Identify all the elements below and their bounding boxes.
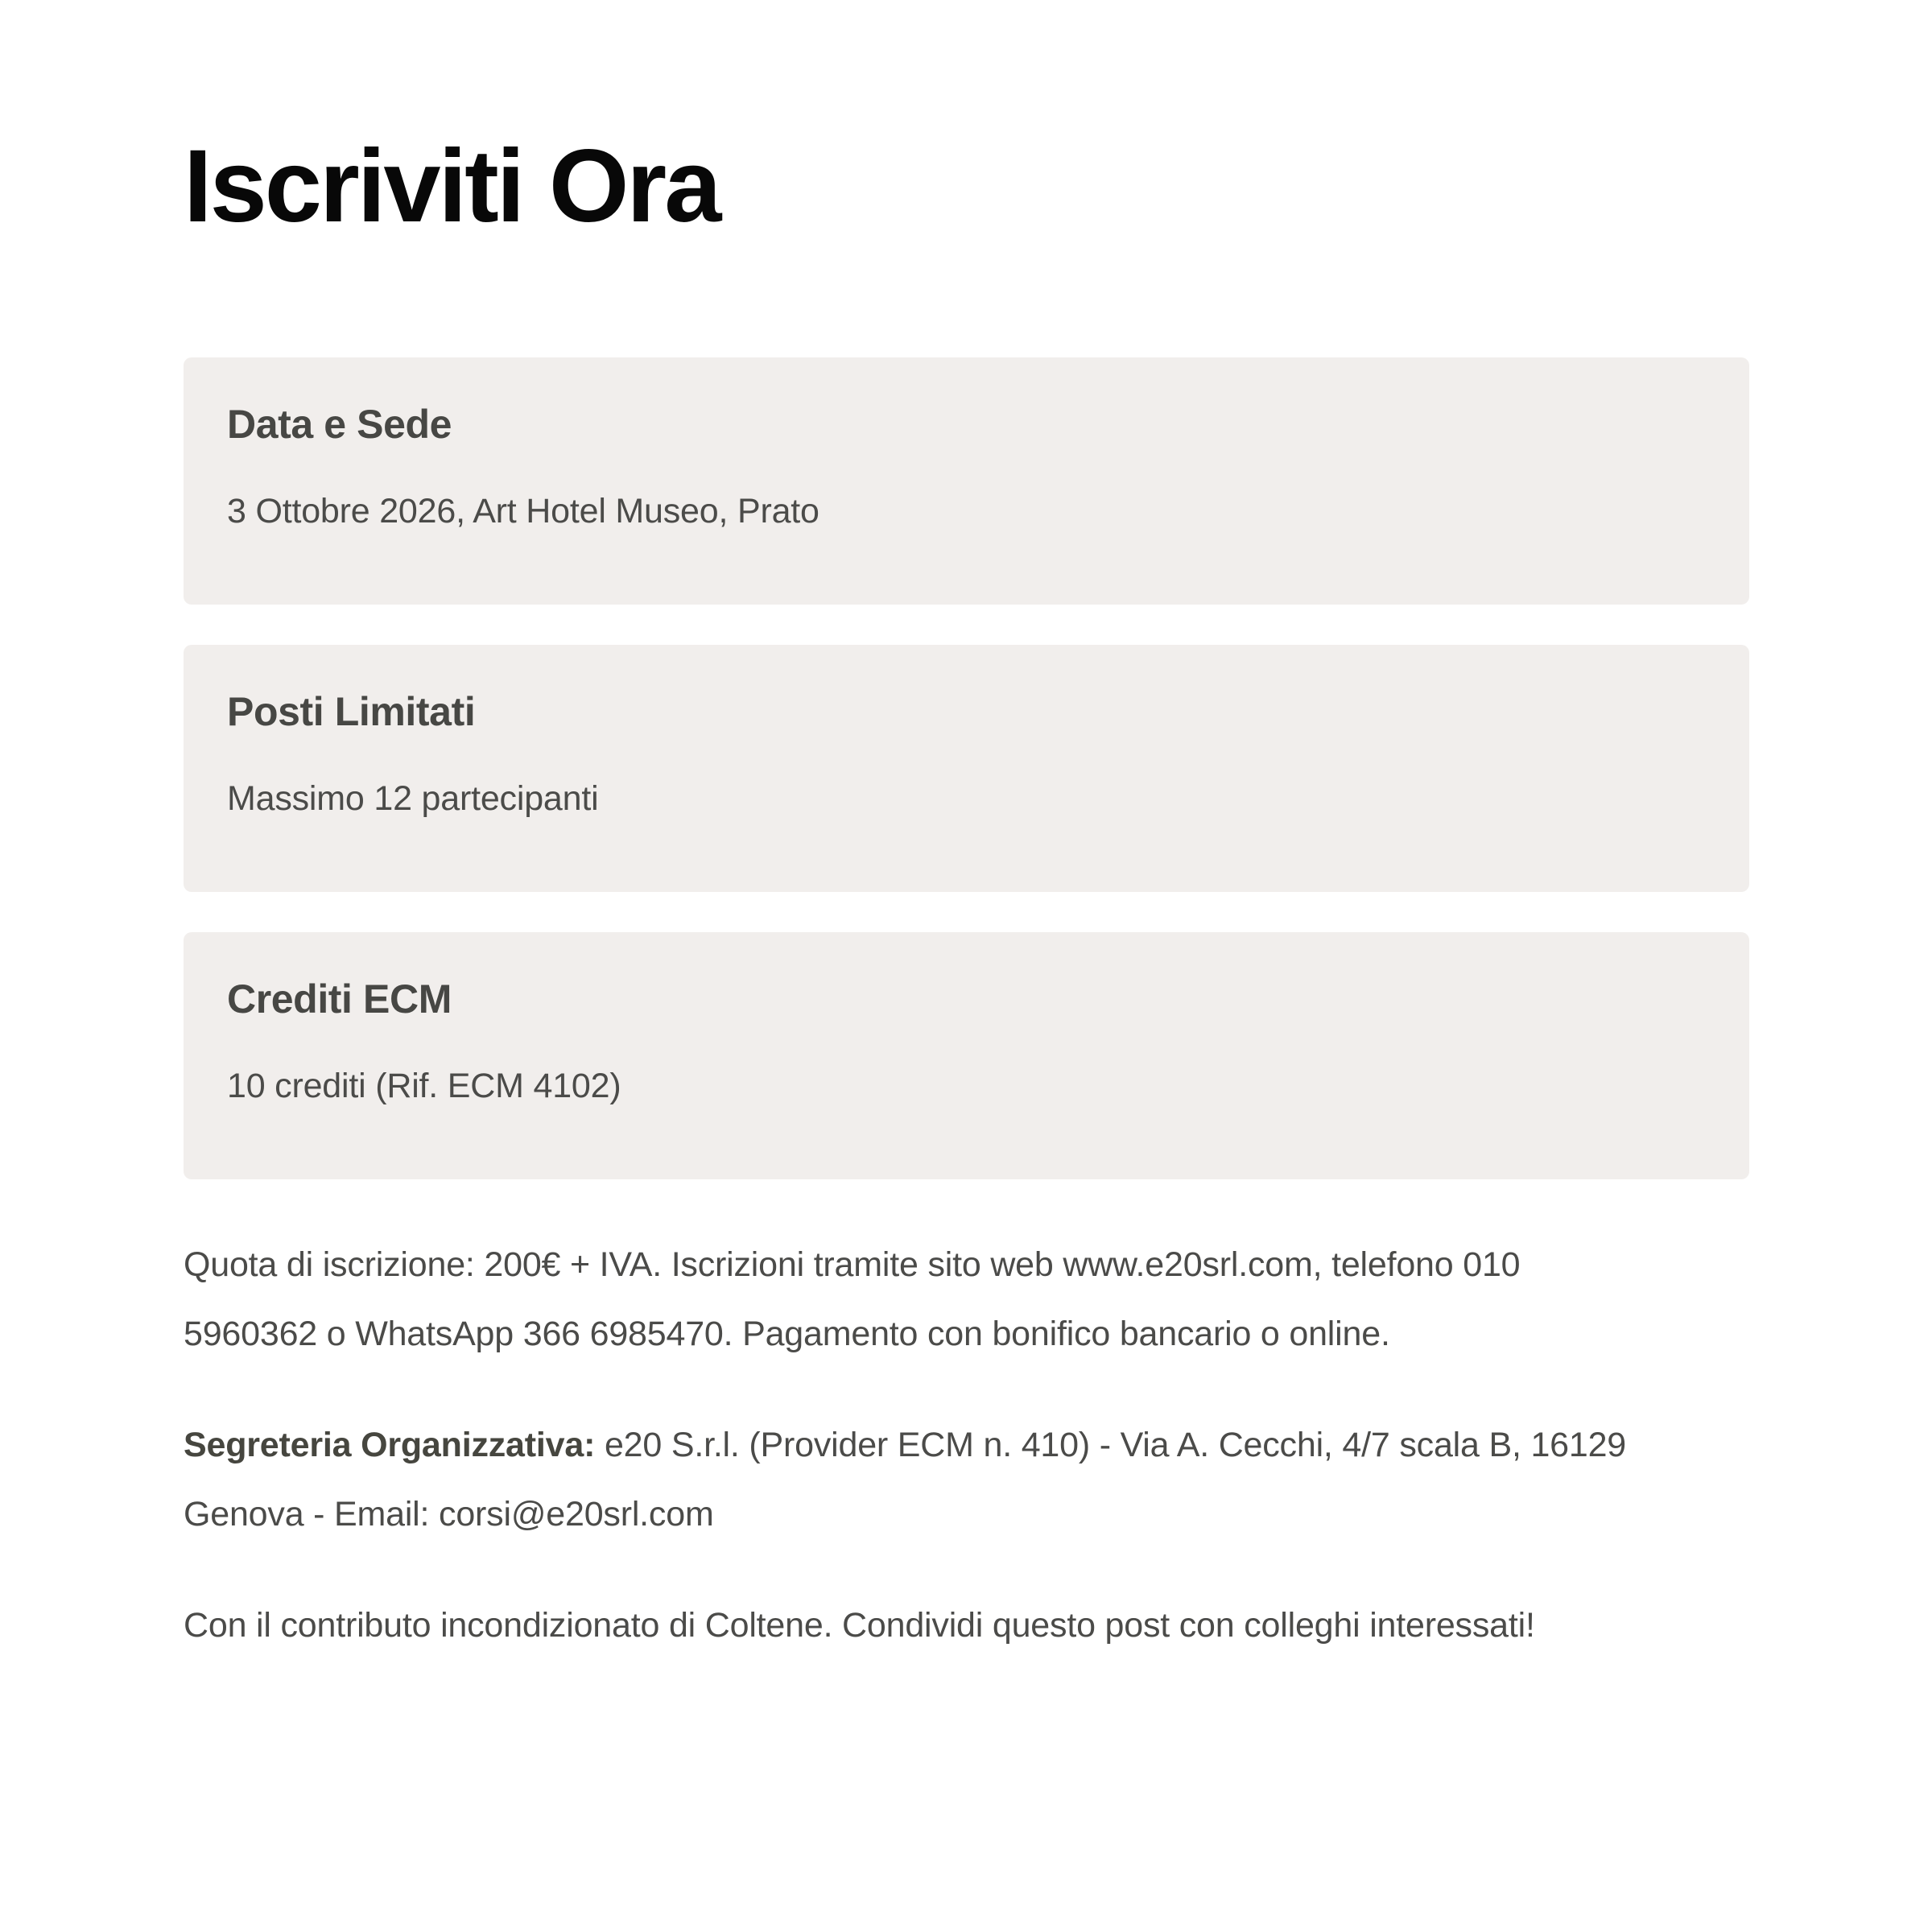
page-title: Iscriviti Ora: [184, 129, 720, 244]
sponsor-paragraph: Con il contributo incondizionato di Coltene. Condividi questo post con colleghi interessati!: [184, 1606, 1535, 1645]
info-card-posti-limitati: [184, 645, 1749, 892]
body-copy: [184, 1230, 1641, 1660]
info-card-title: Crediti ECM: [227, 976, 452, 1022]
info-card-title: Data e Sede: [227, 402, 452, 447]
secretariat-details: e20 S.r.l. (Provider ECM n. 410) - Via A. Cecchi, 4/7 scala B, 16129 Genova - Email: corsi@e20srl.com: [184, 1426, 1627, 1534]
info-card-data-e-sede: [184, 357, 1749, 605]
info-card-title: Posti Limitati: [227, 689, 476, 734]
info-card-value: Massimo 12 partecipanti: [227, 779, 599, 818]
info-card-crediti-ecm: [184, 932, 1749, 1179]
info-card-list: [184, 357, 1749, 1179]
registration-fee-paragraph: Quota di iscrizione: 200€ + IVA. Iscrizioni tramite sito web www.e20srl.com, telefono 010 5960362 o WhatsApp 366 6985470. Pagamento con bonifico bancario o online.: [184, 1245, 1521, 1353]
secretariat-paragraph: [184, 1410, 1641, 1549]
info-card-value: 10 crediti (Rif. ECM 4102): [227, 1067, 621, 1105]
info-card-value: 3 Ottobre 2026, Art Hotel Museo, Prato: [227, 492, 819, 530]
secretariat-label: Segreteria Organizzativa:: [184, 1426, 596, 1464]
